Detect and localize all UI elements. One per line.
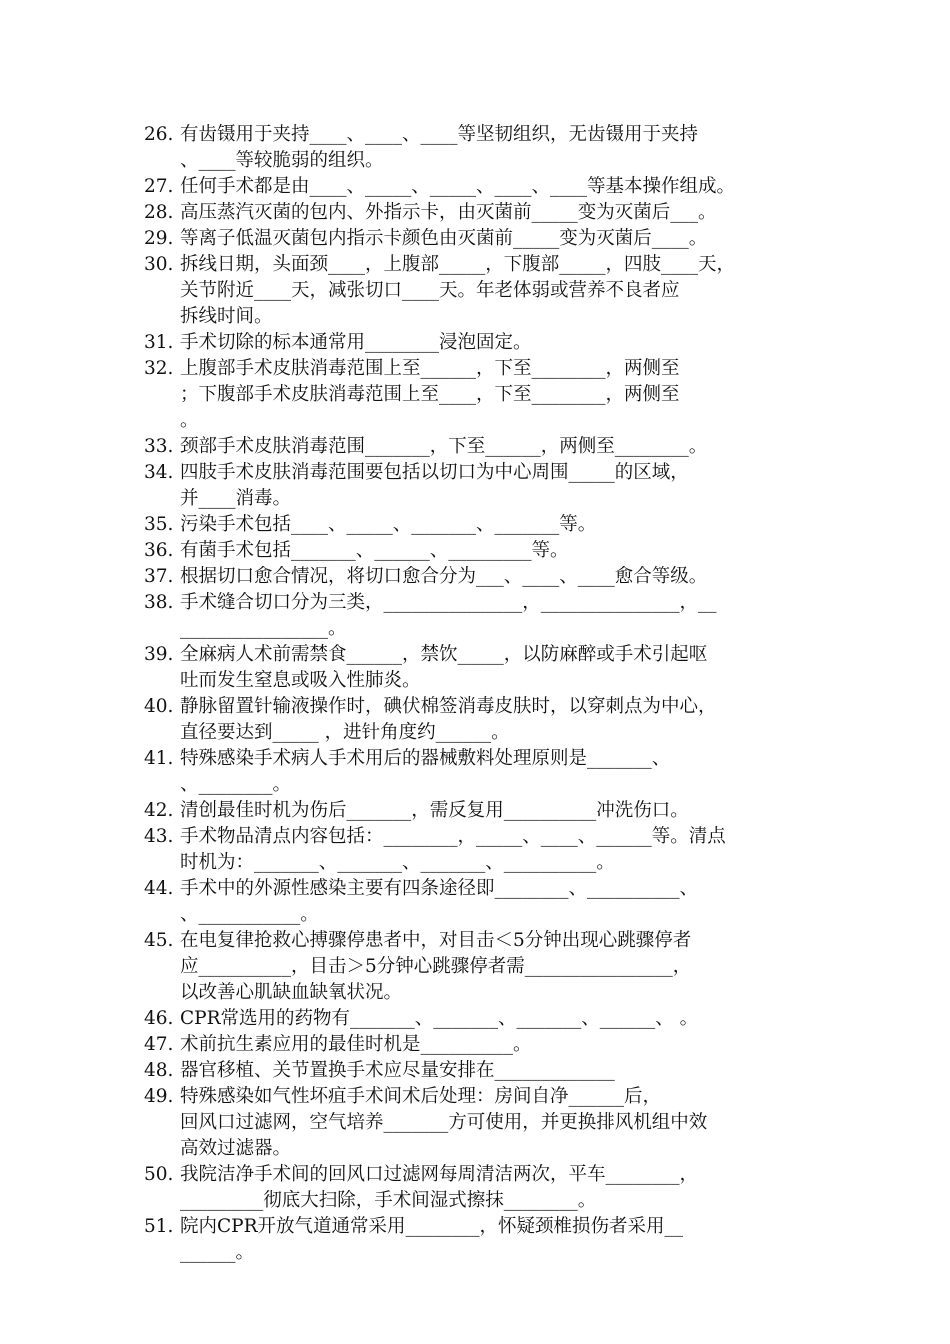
- question-list: [144, 122, 812, 1266]
- question-number: 30.: [144, 254, 174, 275]
- question-item: [144, 798, 812, 824]
- question-item: [144, 356, 812, 434]
- question-number: 42.: [144, 800, 174, 821]
- question-line: 、________。: [180, 774, 292, 795]
- question-line: 拆线时间。: [180, 306, 273, 327]
- question-line: 特殊感染如气性坏疽手术间术后处理：房间自净______后，: [180, 1086, 662, 1107]
- question-text: [180, 1032, 812, 1058]
- question-item: [144, 1006, 812, 1032]
- question-text: [180, 226, 812, 252]
- question-line: 时机为：_______、_______、_______、__________。: [180, 852, 615, 873]
- question-line: 直径要达到_____ ，进针角度约______。: [180, 722, 510, 743]
- question-item: [144, 1058, 812, 1084]
- question-text: [180, 538, 812, 564]
- question-number: 37.: [144, 566, 174, 587]
- question-text: [180, 928, 812, 1006]
- question-line: 手术缝合切口分为三类，_______________，_______________，__: [180, 592, 717, 613]
- question-text: [180, 798, 812, 824]
- question-number: 39.: [144, 644, 174, 665]
- question-item: [144, 174, 812, 200]
- question-line: 手术中的外源性感染主要有四条途径即________、__________、: [180, 878, 699, 899]
- question-text: [180, 174, 812, 200]
- question-line: 高压蒸汽灭菌的包内、外指示卡，由灭菌前_____变为灭菌后___。: [180, 202, 717, 223]
- question-line: ______。: [180, 1242, 255, 1263]
- question-line: 拆线日期，头面颈____，上腹部_____，下腹部_____，四肢____天，: [180, 254, 736, 275]
- question-text: [180, 200, 812, 226]
- question-text: [180, 1058, 812, 1084]
- question-text: [180, 122, 812, 174]
- question-line: 上腹部手术皮肤消毒范围上至______，下至________，两侧至: [180, 358, 680, 379]
- question-number: 28.: [144, 202, 174, 223]
- question-number: 33.: [144, 436, 174, 457]
- question-text: [180, 642, 812, 694]
- question-item: [144, 512, 812, 538]
- question-line: 我院洁净手术间的回风口过滤网每周清洁两次，平车________，: [180, 1164, 699, 1185]
- question-line: 。: [180, 410, 199, 431]
- question-number: 26.: [144, 124, 174, 145]
- question-number: 49.: [144, 1086, 174, 1107]
- question-text: [180, 1162, 812, 1214]
- question-item: [144, 928, 812, 1006]
- question-number: 32.: [144, 358, 174, 379]
- question-text: [180, 824, 812, 876]
- question-text: [180, 564, 812, 590]
- question-text: [180, 876, 812, 928]
- question-line: 有菌手术包括_______、______、_________等。: [180, 540, 569, 561]
- question-text: [180, 460, 812, 512]
- question-item: [144, 642, 812, 694]
- question-number: 41.: [144, 748, 174, 769]
- question-line: 有齿镊用于夹持____、____、____等坚韧组织，无齿镊用于夹持: [180, 124, 699, 145]
- question-text: [180, 1006, 812, 1032]
- question-text: [180, 434, 812, 460]
- question-number: 46.: [144, 1008, 174, 1029]
- question-line: 颈部手术皮肤消毒范围_______，下至______，两侧至________。: [180, 436, 708, 457]
- question-number: 31.: [144, 332, 174, 353]
- question-line: 四肢手术皮肤消毒范围要包括以切口为中心周围_____的区域，: [180, 462, 689, 483]
- question-item: [144, 824, 812, 876]
- question-number: 29.: [144, 228, 174, 249]
- question-line: 特殊感染手术病人手术用后的器械敷料处理原则是_______、: [180, 748, 671, 769]
- question-item: [144, 330, 812, 356]
- question-number: 35.: [144, 514, 174, 535]
- question-line: 、____等较脆弱的组织。: [180, 150, 384, 171]
- question-line: 高效过滤器。: [180, 1138, 292, 1159]
- question-line: 、___________。: [180, 904, 319, 925]
- question-number: 48.: [144, 1060, 174, 1081]
- question-number: 40.: [144, 696, 174, 717]
- question-line: ________________。: [180, 618, 347, 639]
- question-item: [144, 746, 812, 798]
- question-line: 手术物品清点内容包括：________，_____、____、______等。清点: [180, 826, 726, 847]
- question-item: [144, 1162, 812, 1214]
- question-line: _________彻底大扫除，手术间湿式擦抹________。: [180, 1190, 597, 1211]
- question-item: [144, 590, 812, 642]
- question-item: [144, 200, 812, 226]
- question-number: 51.: [144, 1216, 174, 1237]
- question-line: 应__________，目击＞5分钟心跳骤停者需________________，: [180, 956, 692, 977]
- question-number: 43.: [144, 826, 174, 847]
- question-item: [144, 1214, 812, 1266]
- question-item: [144, 122, 812, 174]
- question-line: 以改善心肌缺血缺氧状况。: [180, 982, 403, 1003]
- question-line: 根据切口愈合情况，将切口愈合分为___、____、____愈合等级。: [180, 566, 708, 587]
- question-number: 44.: [144, 878, 174, 899]
- question-line: 吐而发生窒息或吸入性肺炎。: [180, 670, 421, 691]
- question-item: [144, 1084, 812, 1162]
- question-line: 清创最佳时机为伤后_______，需反复用__________冲洗伤口。: [180, 800, 689, 821]
- question-text: [180, 252, 812, 330]
- question-item: [144, 252, 812, 330]
- question-item: [144, 564, 812, 590]
- question-item: [144, 876, 812, 928]
- question-number: 38.: [144, 592, 174, 613]
- question-text: [180, 590, 812, 642]
- question-line: CPR常选用的药物有_______、_______、_______、______、 。: [180, 1008, 699, 1029]
- question-line: 术前抗生素应用的最佳时机是__________。: [180, 1034, 532, 1055]
- question-line: 静脉留置针输液操作时，碘伏棉签消毒皮肤时，以穿刺点为中心，: [180, 696, 717, 717]
- question-line: 器官移植、关节置换手术应尽量安排在_____________: [180, 1060, 615, 1081]
- question-text: [180, 356, 812, 434]
- question-text: [180, 1084, 812, 1162]
- question-number: 45.: [144, 930, 174, 951]
- question-text: [180, 1214, 812, 1266]
- question-item: [144, 538, 812, 564]
- question-item: [144, 460, 812, 512]
- question-line: ；下腹部手术皮肤消毒范围上至____，下至________，两侧至: [180, 384, 680, 405]
- question-number: 36.: [144, 540, 174, 561]
- question-text: [180, 330, 812, 356]
- question-line: 回风口过滤网，空气培养_______方可使用，并更换排风机组中效: [180, 1112, 708, 1133]
- question-line: 并____消毒。: [180, 488, 292, 509]
- question-text: [180, 512, 812, 538]
- question-number: 34.: [144, 462, 174, 483]
- question-line: 全麻病人术前需禁食______，禁饮_____，以防麻醉或手术引起呕: [180, 644, 708, 665]
- question-number: 47.: [144, 1034, 174, 1055]
- question-line: 任何手术都是由____、_____、_____、____、____等基本操作组成。: [180, 176, 736, 197]
- question-text: [180, 694, 812, 746]
- question-line: 等离子低温灭菌包内指示卡颜色由灭菌前_____变为灭菌后____。: [180, 228, 708, 249]
- question-number: 50.: [144, 1164, 174, 1185]
- question-item: [144, 1032, 812, 1058]
- question-line: 在电复律抢救心搏骤停患者中，对目击＜5分钟出现心跳骤停者: [180, 930, 692, 951]
- question-item: [144, 434, 812, 460]
- question-number: 27.: [144, 176, 174, 197]
- question-item: [144, 694, 812, 746]
- question-line: 院内CPR开放气道通常采用________，怀疑颈椎损伤者采用__: [180, 1216, 684, 1237]
- question-text: [180, 746, 812, 798]
- question-item: [144, 226, 812, 252]
- question-line: 关节附近____天，减张切口____天。年老体弱或营养不良者应: [180, 280, 680, 301]
- question-line: 污染手术包括____、_____、_______、_______等。: [180, 514, 597, 535]
- question-line: 手术切除的标本通常用________浸泡固定。: [180, 332, 532, 353]
